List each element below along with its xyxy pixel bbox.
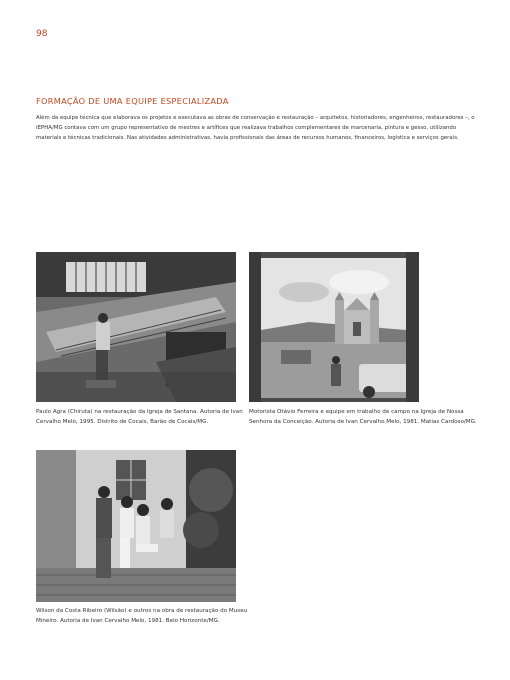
photo-church	[249, 252, 419, 402]
caption-church: Motorista Otávio Ferreira e equipe em trabalho de campo na Igreja de Nossa Senhora da Conceição. Autoria de Ivan Cervalho Melo, 1981. Matias Cardoso/MG.	[249, 409, 477, 426]
page-number: 98	[36, 29, 48, 39]
section-title: FORMAÇÃO DE UMA EQUIPE ESPECIALIZADA	[36, 96, 229, 106]
intro-paragraph: Além da equipe técnica que elaborava os projetos e executava as obras de conservação e restauração – arquitetos, historiadores, engenheiros, restauradores –, o IEPHA/MG contava com um grupo representativo de mestres e artífices que realizava trabalhos complementares de marcenaria, pintura e gesso, utilizando materiais e técnicas tradicionais. Nas atividades administrativas, havia profissionais das áreas de recursos humanos, financeiros, logística e serviços gerais.	[36, 115, 475, 142]
caption-museum: Wilson da Costa Ribeiro (Wilsão) e outros na obra de restauração do Museu Mineiro. Autoria de Ivan Cervalho Melo, 1981. Belo Horizonte/MG.	[36, 608, 248, 625]
photo-workshop	[36, 252, 236, 402]
caption-workshop: Paulo Agra (Chiruta) na restauração da Igreja de Santana. Autoria de Ivan Cervalho Melo, 1995. Distrito de Cocais, Barão de Cocais/MG.	[36, 409, 243, 426]
photo-museum	[36, 450, 236, 602]
